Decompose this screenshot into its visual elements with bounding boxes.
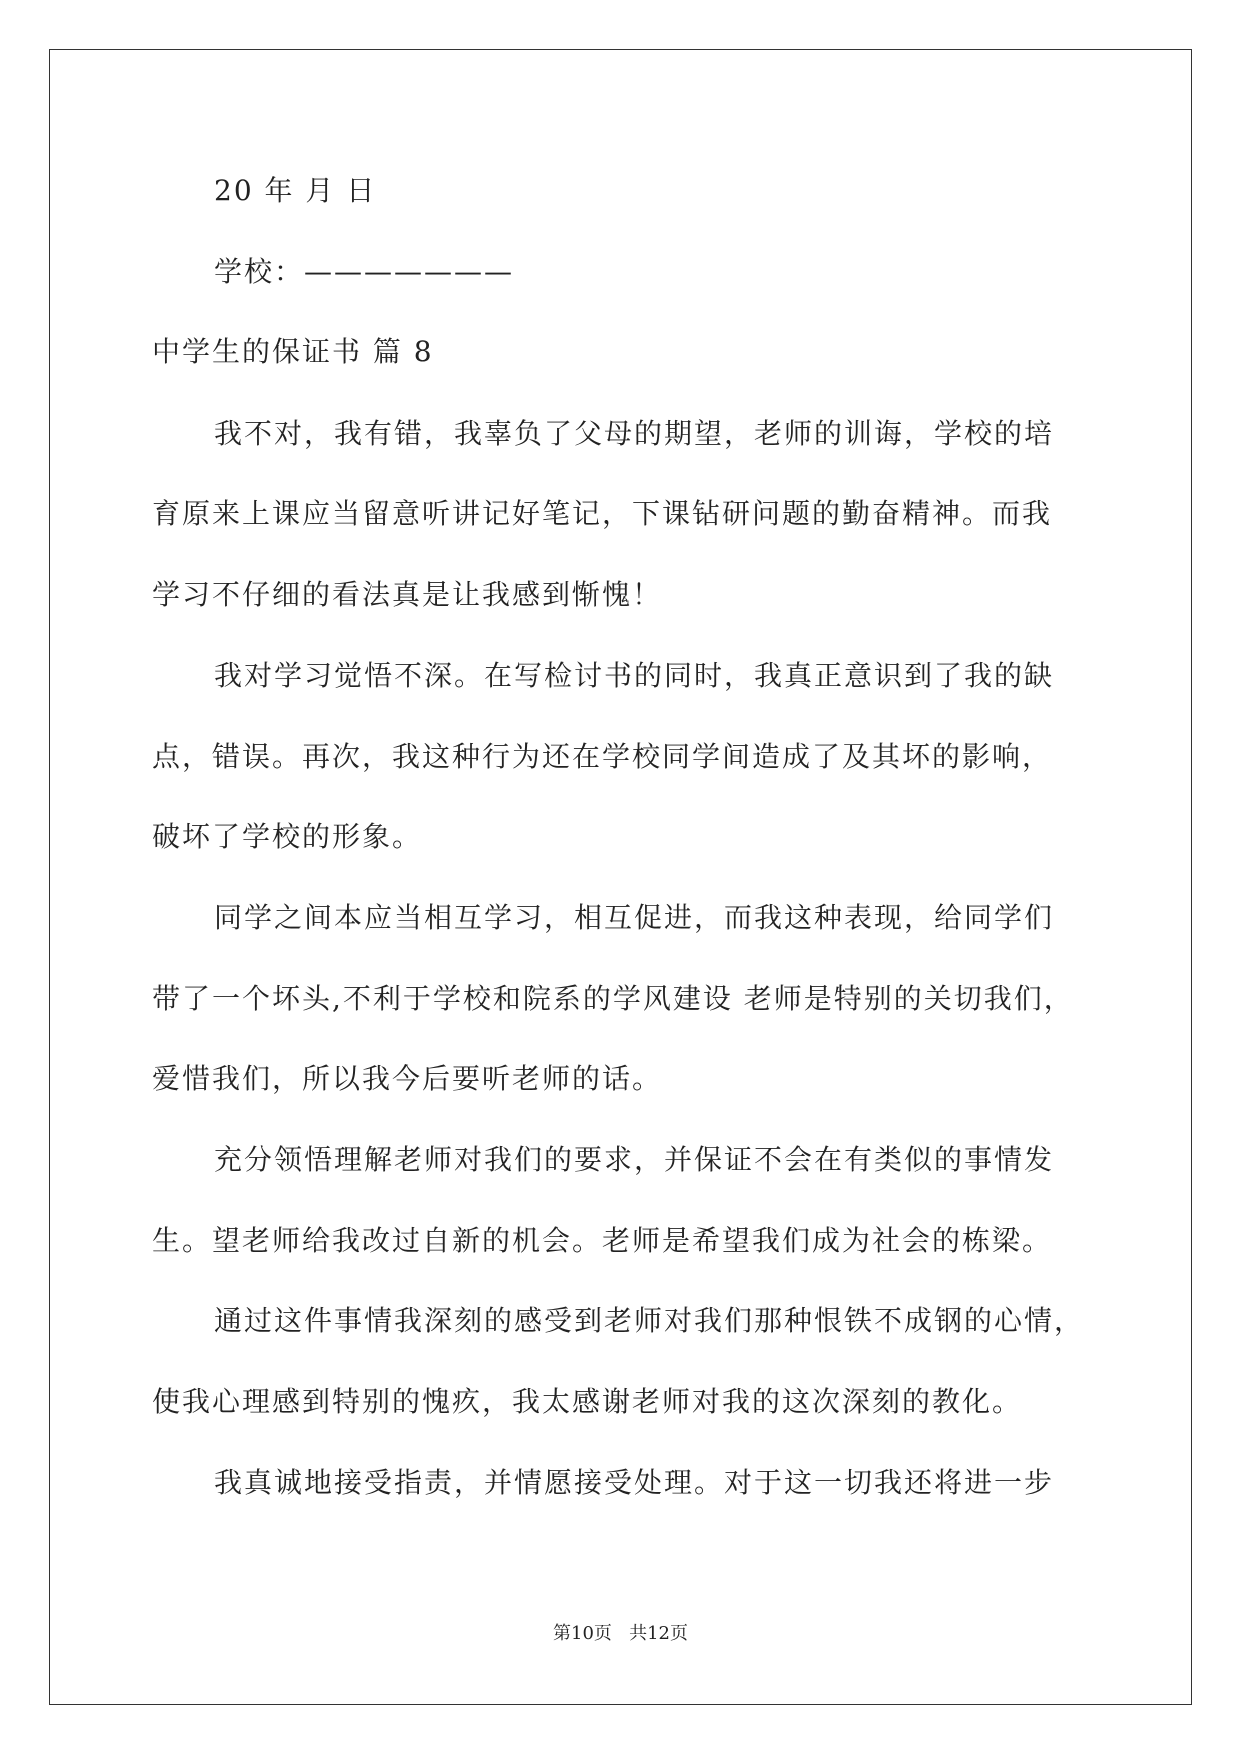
paragraph-line: 我不对，我有错，我辜负了父母的期望，老师的训诲，学校的培	[214, 417, 1055, 450]
paragraph-line: 生。望老师给我改过自新的机会。老师是希望我们成为社会的栋梁。	[152, 1224, 1053, 1257]
paragraph-line: 爱惜我们，所以我今后要听老师的话。	[152, 1062, 663, 1095]
paragraph-line: 点，错误。再次，我这种行为还在学校同学间造成了及其坏的影响，	[152, 740, 1053, 773]
paragraph-line: 学习不仔细的看法真是让我感到惭愧！	[152, 578, 663, 611]
paragraph-line: 充分领悟理解老师对我们的要求，并保证不会在有类似的事情发	[214, 1143, 1055, 1176]
section-title: 中学生的保证书 篇 8	[152, 335, 434, 368]
page-frame	[49, 49, 1192, 1705]
school-line: 学校：———————	[214, 255, 515, 288]
paragraph-line: 同学之间本应当相互学习，相互促进，而我这种表现，给同学们	[214, 901, 1055, 934]
date-line: 20 年 月 日	[214, 174, 377, 207]
paragraph-line: 我对学习觉悟不深。在写检讨书的同时，我真正意识到了我的缺	[214, 659, 1055, 692]
paragraph-line: 破坏了学校的形象。	[152, 820, 423, 853]
paragraph-line: 通过这件事情我深刻的感受到老师对我们那种恨铁不成钢的心情，	[214, 1304, 1085, 1337]
paragraph-line: 育原来上课应当留意听讲记好笔记，下课钻研问题的勤奋精神。而我	[152, 497, 1053, 530]
paragraph-line: 我真诚地接受指责，并情愿接受处理。对于这一切我还将进一步	[214, 1466, 1055, 1499]
paragraph-line: 带了一个坏头,不利于学校和院系的学风建设 老师是特别的关切我们，	[152, 982, 1074, 1015]
paragraph-line: 使我心理感到特别的愧疚，我太感谢老师对我的这次深刻的教化。	[152, 1385, 1023, 1418]
page-footer: 第10页 共12页	[553, 1623, 688, 1644]
